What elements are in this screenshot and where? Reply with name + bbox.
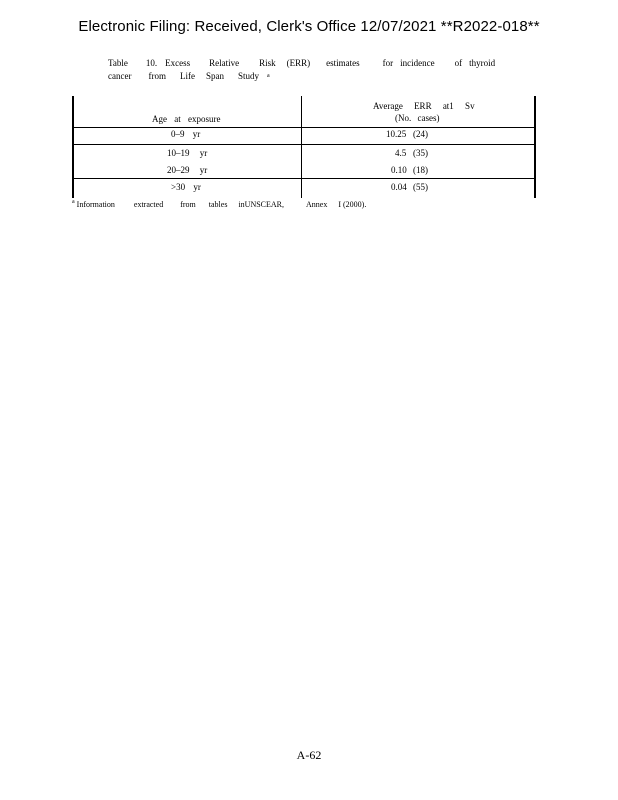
footnote-word: extracted bbox=[133, 199, 164, 209]
table-right-border bbox=[534, 96, 536, 198]
caption-word: Risk bbox=[259, 58, 276, 68]
row-rule bbox=[73, 144, 536, 145]
table-footnote bbox=[72, 199, 366, 209]
caption-word: 10. bbox=[145, 58, 158, 68]
caption-word: for bbox=[382, 58, 394, 68]
table-left-border bbox=[72, 96, 74, 198]
column-header-cases: (No. cases) bbox=[395, 113, 440, 123]
row-age: >30 yr bbox=[171, 182, 201, 192]
caption-line-1 bbox=[108, 57, 496, 70]
row-err: 10.25 bbox=[386, 129, 407, 139]
row-cases: (55) bbox=[413, 182, 428, 192]
caption-word: Table bbox=[108, 58, 128, 68]
row-age: 10–19 yr bbox=[167, 148, 208, 158]
caption-word: estimates bbox=[326, 58, 360, 68]
page-number: A-62 bbox=[296, 748, 322, 762]
caption-word: from bbox=[148, 71, 166, 81]
err-table bbox=[72, 96, 536, 198]
footnote-marker: a bbox=[72, 199, 75, 205]
footnote-word: inUNSCEAR, bbox=[238, 199, 284, 209]
footnote-word: Annex bbox=[306, 199, 328, 209]
caption-word: thyroid bbox=[469, 58, 496, 68]
caption-word: cancer bbox=[108, 71, 132, 81]
caption-word: of bbox=[454, 58, 463, 68]
row-rule bbox=[73, 178, 536, 179]
footnote-marker: a bbox=[267, 73, 270, 79]
header-rule bbox=[73, 127, 536, 128]
caption-word: Relative bbox=[209, 58, 240, 68]
row-cases: (35) bbox=[413, 148, 428, 158]
caption-word: (ERR) bbox=[286, 58, 311, 68]
row-err: 0.10 bbox=[391, 165, 407, 175]
caption-word: incidence bbox=[400, 58, 435, 68]
footnote-word: Information bbox=[76, 199, 115, 209]
filing-stamp: Electronic Filing: Received, Clerk's Office 12/07/2021 **R2022-018** bbox=[78, 18, 540, 35]
caption-word: Life bbox=[179, 71, 195, 81]
table-caption bbox=[108, 57, 496, 83]
caption-word: Study bbox=[237, 71, 259, 81]
row-err: 4.5 bbox=[395, 148, 407, 158]
row-cases: (24) bbox=[413, 129, 428, 139]
footnote-word: from bbox=[180, 199, 196, 209]
column-header-age: Age at exposure bbox=[152, 114, 221, 124]
footnote-word: tables bbox=[208, 199, 228, 209]
caption-word: Span bbox=[205, 71, 224, 81]
row-age: 0–9 yr bbox=[171, 129, 201, 139]
row-age: 20–29 yr bbox=[167, 165, 208, 175]
footnote-word: I (2000). bbox=[338, 199, 367, 209]
caption-line-2 bbox=[108, 70, 488, 83]
column-header-err: Average ERR at1 Sv bbox=[373, 101, 475, 111]
row-cases: (18) bbox=[413, 165, 428, 175]
column-divider bbox=[301, 96, 302, 198]
caption-word: Excess bbox=[165, 58, 191, 68]
row-err: 0.04 bbox=[391, 182, 407, 192]
